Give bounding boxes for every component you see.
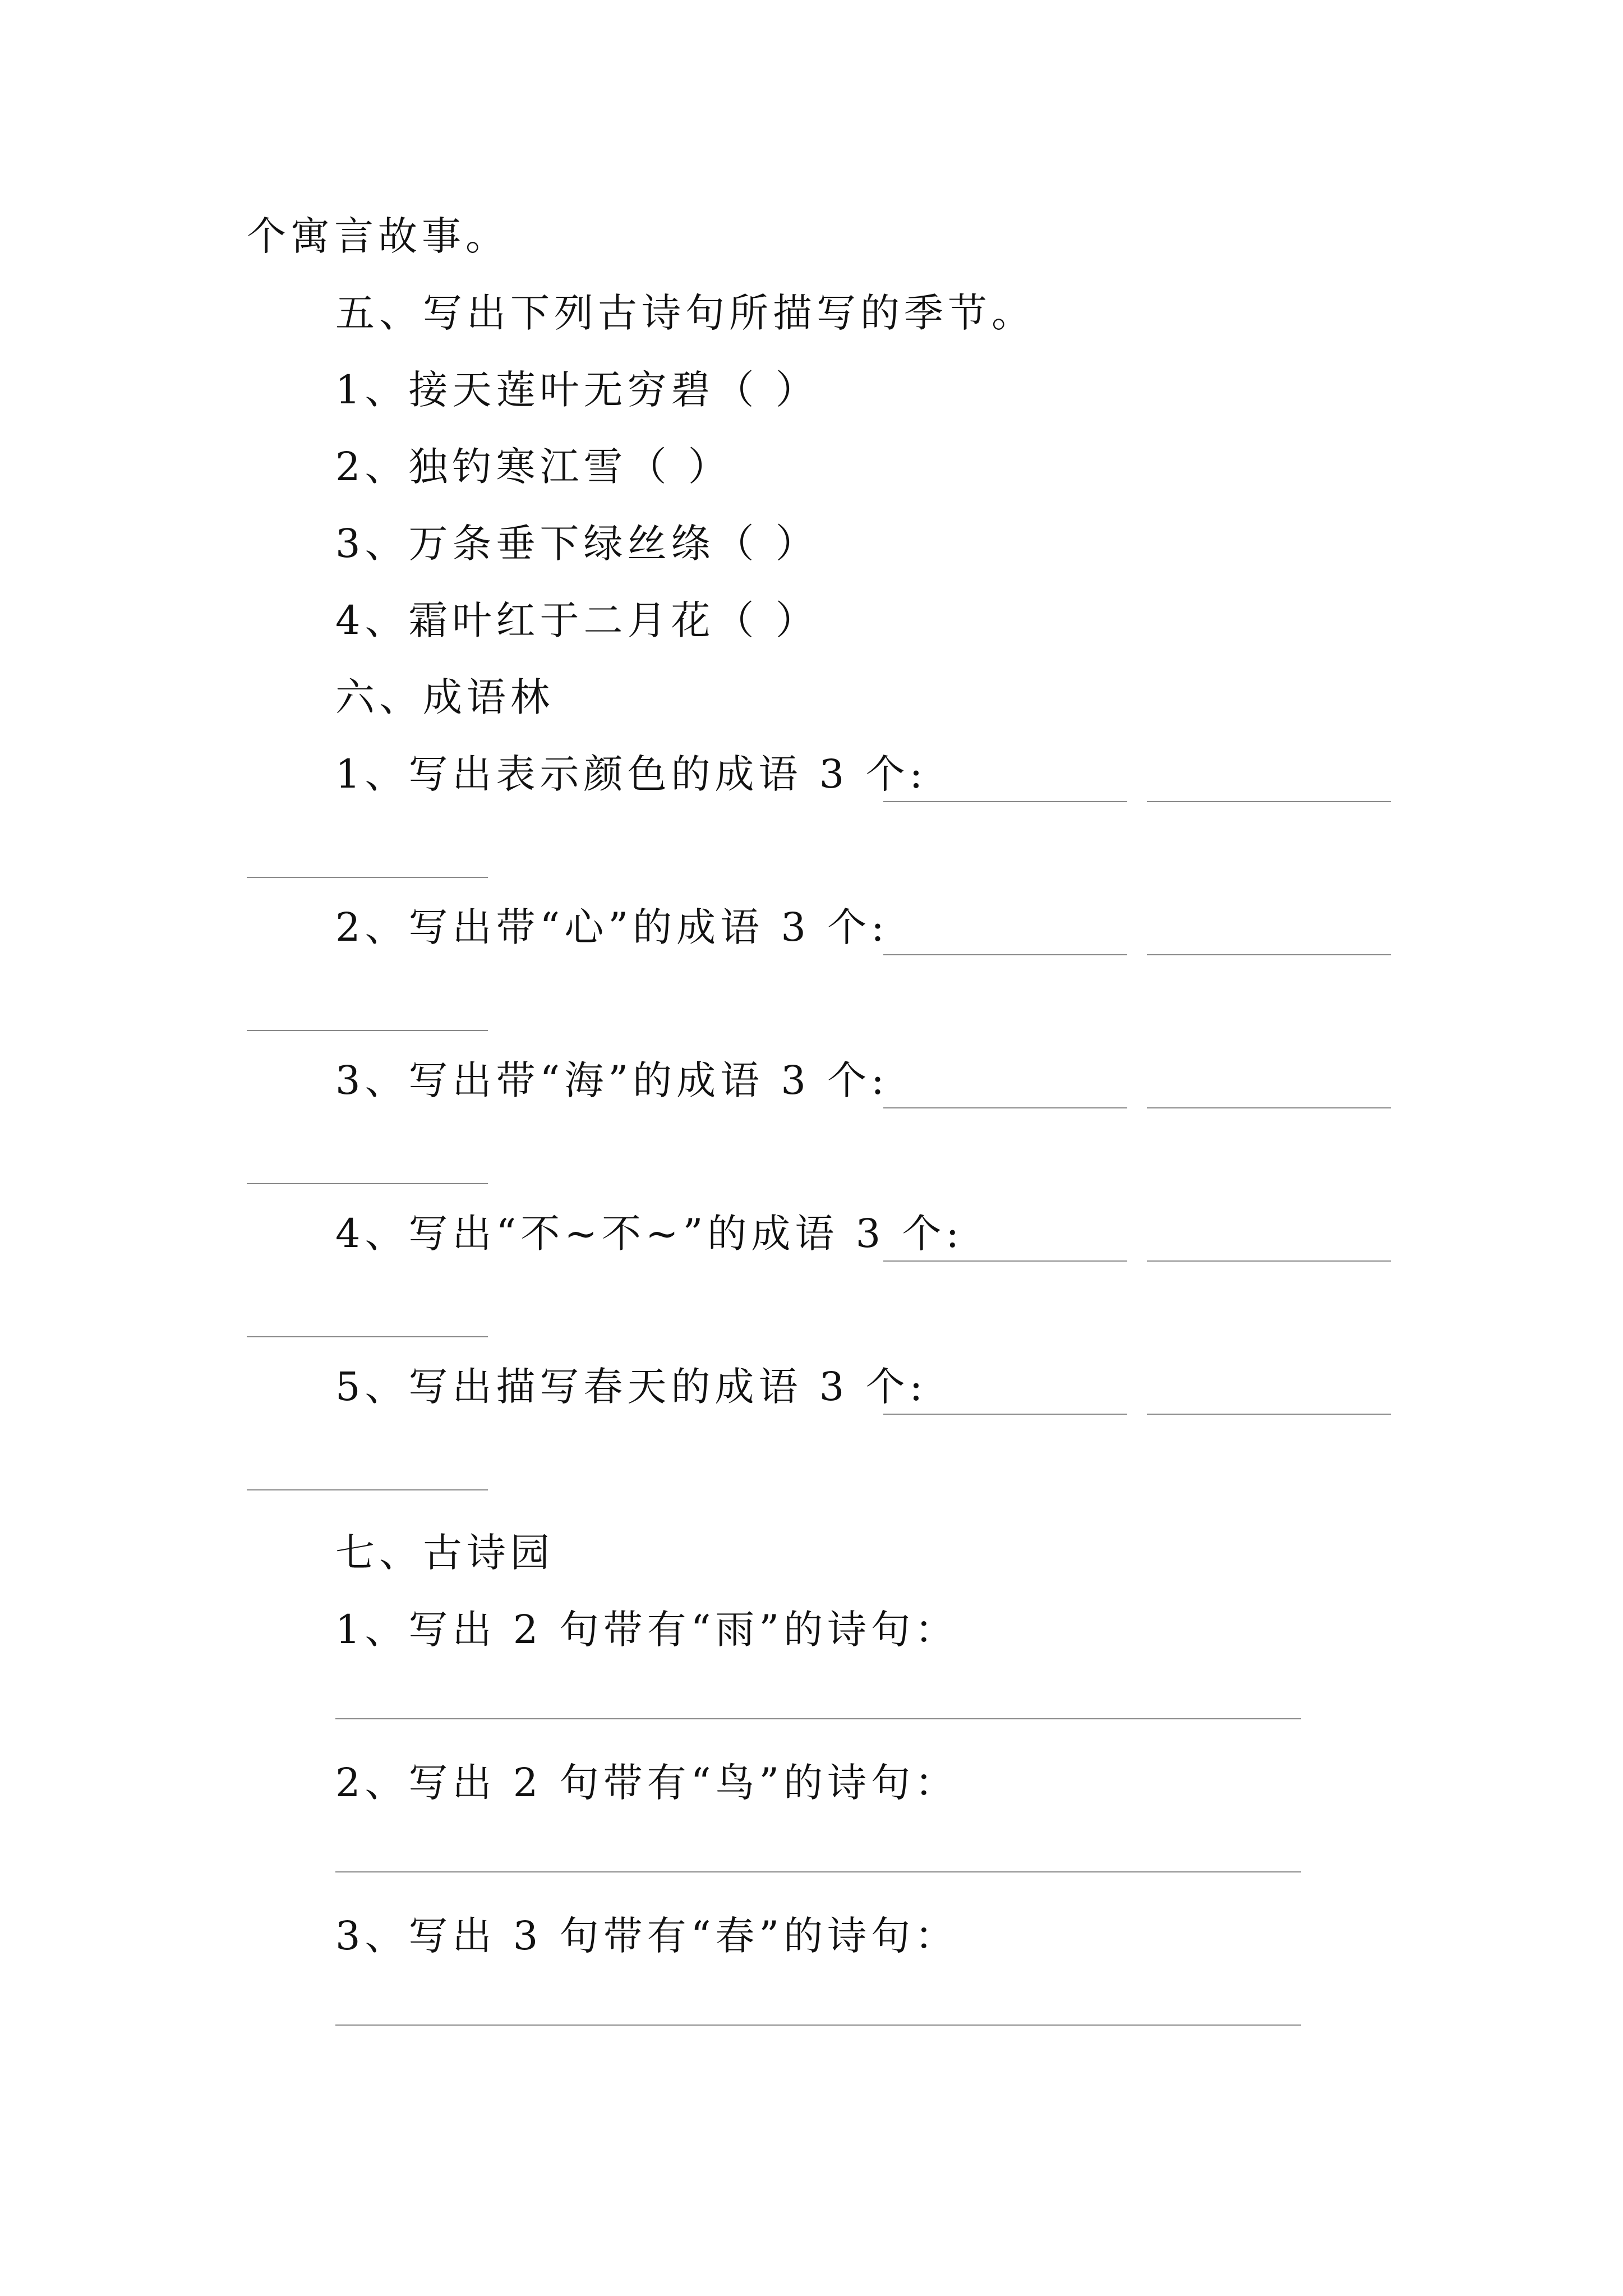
section7-item-3: 3、写出 3 句带有“春”的诗句： bbox=[335, 1913, 959, 1959]
answer-blank[interactable] bbox=[883, 954, 1127, 955]
section7-item-2: 2、写出 2 句带有“鸟”的诗句： bbox=[335, 1760, 959, 1806]
answer-blank[interactable] bbox=[247, 1183, 488, 1184]
section6-item-2: 2、写出带“心”的成语 3 个: bbox=[335, 904, 889, 950]
answer-blank[interactable] bbox=[1147, 1414, 1391, 1415]
answer-blank[interactable] bbox=[883, 1414, 1127, 1415]
answer-blank[interactable] bbox=[1147, 1260, 1391, 1262]
answer-line[interactable] bbox=[335, 2024, 1301, 2026]
section5-item-2: 2、独钓寒江雪（ ） bbox=[335, 444, 732, 490]
answer-blank[interactable] bbox=[247, 1489, 488, 1490]
answer-blank[interactable] bbox=[1147, 801, 1391, 802]
section7-item-1: 1、写出 2 句带有“雨”的诗句： bbox=[335, 1607, 959, 1653]
section7-heading: 七、古诗园 bbox=[335, 1530, 554, 1576]
section5-item-4: 4、霜叶红于二月花（ ） bbox=[335, 597, 819, 643]
section6-item-4: 4、写出“不~不~”的成语 3 个: bbox=[335, 1211, 964, 1257]
answer-line[interactable] bbox=[335, 1871, 1301, 1872]
answer-line[interactable] bbox=[335, 1718, 1301, 1719]
section5-item-1: 1、接天莲叶无穷碧（ ） bbox=[335, 367, 819, 413]
answer-blank[interactable] bbox=[1147, 954, 1391, 955]
answer-blank[interactable] bbox=[883, 1260, 1127, 1262]
answer-blank[interactable] bbox=[883, 801, 1127, 802]
section6-item-1: 1、写出表示颜色的成语 3 个: bbox=[335, 751, 928, 797]
section6-item-5: 5、写出描写春天的成语 3 个: bbox=[335, 1364, 928, 1410]
section6-item-3: 3、写出带“海”的成语 3 个: bbox=[335, 1057, 889, 1103]
section6-heading: 六、成语林 bbox=[335, 674, 554, 720]
section5-heading: 五、写出下列古诗句所描写的季节。 bbox=[335, 290, 1035, 336]
answer-blank[interactable] bbox=[247, 1336, 488, 1337]
intro-tail: 个寓言故事。 bbox=[247, 213, 509, 259]
answer-blank[interactable] bbox=[247, 877, 488, 878]
answer-blank[interactable] bbox=[247, 1030, 488, 1031]
answer-blank[interactable] bbox=[883, 1107, 1127, 1108]
answer-blank[interactable] bbox=[1147, 1107, 1391, 1108]
section5-item-3: 3、万条垂下绿丝绦（ ） bbox=[335, 521, 819, 567]
